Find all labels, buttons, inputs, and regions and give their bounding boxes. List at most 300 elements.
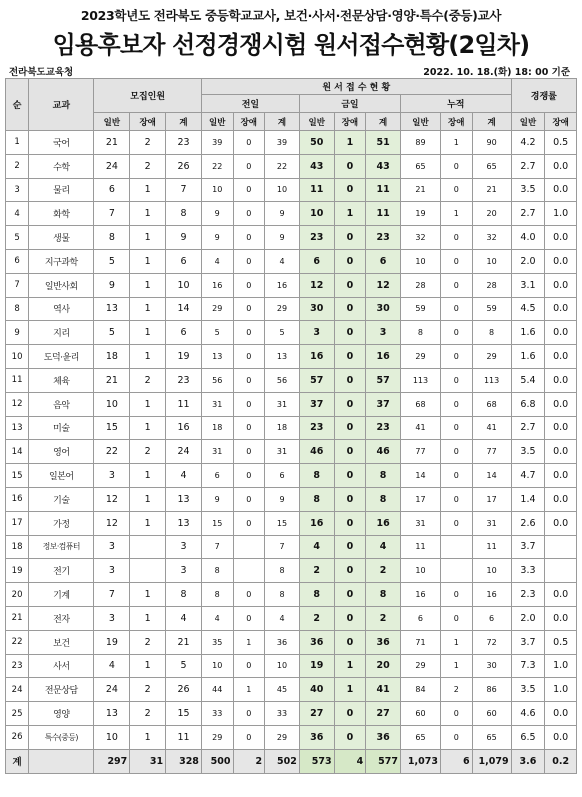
cell-c-dis: 0	[440, 178, 472, 202]
table-row	[6, 702, 577, 726]
cell-r-dis: 2	[130, 678, 166, 702]
cell-c-gen: 65	[400, 725, 440, 749]
cell-p-tot: 33	[265, 702, 300, 726]
subject-cell: 화학	[29, 202, 94, 226]
cell-c-gen: 19	[400, 202, 440, 226]
cell-p-dis: 0	[233, 725, 265, 749]
subject-cell: 기계	[29, 583, 94, 607]
cell-c-tot: 41	[472, 416, 511, 440]
cell-r-gen: 5	[94, 321, 130, 345]
table-row	[6, 725, 577, 749]
cell-c-gen: 77	[400, 440, 440, 464]
cell-p-dis: 0	[233, 273, 265, 297]
cell-c-gen: 32	[400, 226, 440, 250]
cell-p-gen: 4	[201, 249, 233, 273]
cell-p-dis: 0	[233, 178, 265, 202]
cell-r-tot: 11	[166, 725, 202, 749]
subheader-tot: 계	[265, 113, 300, 131]
cell-t-dis: 0	[334, 606, 366, 630]
cell-p-tot: 8	[265, 583, 300, 607]
row-number: 15	[6, 464, 29, 488]
cell-c-tot: 10	[472, 559, 511, 583]
cell-r-dis: 1	[130, 583, 166, 607]
cell-t-tot: 36	[366, 630, 401, 654]
cell-p-dis: 0	[233, 392, 265, 416]
cell-t-dis: 0	[334, 725, 366, 749]
cell-r-dis: 1	[130, 606, 166, 630]
cell-t-gen: 46	[299, 440, 334, 464]
cell-c-tot: 30	[472, 654, 511, 678]
total-row	[6, 749, 577, 773]
cell-ratio-gen: 2.3	[511, 583, 545, 607]
table-row	[6, 273, 577, 297]
cell-r-dis: 2	[130, 154, 166, 178]
row-number: 23	[6, 654, 29, 678]
cell-c-gen: 16	[400, 583, 440, 607]
cell-c-tot: 28	[472, 273, 511, 297]
cell-ratio-dis: 0.0	[545, 297, 577, 321]
cell-r-tot: 8	[166, 202, 202, 226]
cell-c-gen: 28	[400, 273, 440, 297]
cell-r-tot: 24	[166, 440, 202, 464]
total-t-gen: 573	[299, 749, 334, 773]
cell-c-tot: 14	[472, 464, 511, 488]
cell-ratio-gen: 3.1	[511, 273, 545, 297]
cell-t-tot: 2	[366, 606, 401, 630]
cell-t-gen: 8	[299, 487, 334, 511]
cell-p-gen: 29	[201, 297, 233, 321]
cell-r-gen: 21	[94, 368, 130, 392]
subheader-gen: 일반	[94, 113, 130, 131]
table-row	[6, 368, 577, 392]
cell-r-gen: 12	[94, 511, 130, 535]
cell-c-dis: 1	[440, 202, 472, 226]
cell-r-dis: 1	[130, 416, 166, 440]
row-number: 18	[6, 535, 29, 559]
cell-ratio-dis: 0.0	[545, 511, 577, 535]
cell-p-dis: 0	[233, 154, 265, 178]
total-p-gen: 500	[201, 749, 233, 773]
cell-p-tot: 6	[265, 464, 300, 488]
row-number: 12	[6, 392, 29, 416]
cell-ratio-dis: 0.0	[545, 368, 577, 392]
cell-r-tot: 4	[166, 606, 202, 630]
subject-cell: 전문상담	[29, 678, 94, 702]
cell-r-tot: 23	[166, 368, 202, 392]
cell-r-tot: 6	[166, 249, 202, 273]
cell-t-tot: 37	[366, 392, 401, 416]
cell-p-gen: 9	[201, 202, 233, 226]
cell-t-tot: 6	[366, 249, 401, 273]
cell-c-dis: 0	[440, 226, 472, 250]
total-c-dis: 6	[440, 749, 472, 773]
cell-c-gen: 41	[400, 416, 440, 440]
cell-ratio-gen: 3.7	[511, 630, 545, 654]
table-row	[6, 583, 577, 607]
cell-r-dis: 2	[130, 440, 166, 464]
cell-c-tot: 20	[472, 202, 511, 226]
cell-t-gen: 6	[299, 249, 334, 273]
cell-c-tot: 90	[472, 131, 511, 155]
cell-c-tot: 11	[472, 535, 511, 559]
row-number: 4	[6, 202, 29, 226]
cell-t-gen: 19	[299, 654, 334, 678]
cell-t-dis: 0	[334, 487, 366, 511]
cell-t-gen: 27	[299, 702, 334, 726]
row-number: 1	[6, 131, 29, 155]
cell-r-gen: 7	[94, 583, 130, 607]
cell-ratio-gen: 4.6	[511, 702, 545, 726]
cell-t-gen: 40	[299, 678, 334, 702]
subheader-dis: 장애	[545, 113, 577, 131]
row-number: 13	[6, 416, 29, 440]
cell-t-tot: 36	[366, 725, 401, 749]
cell-p-gen: 44	[201, 678, 233, 702]
cell-ratio-gen: 4.0	[511, 226, 545, 250]
total-label: 계	[6, 749, 29, 773]
cell-c-gen: 29	[400, 654, 440, 678]
cell-c-dis: 0	[440, 440, 472, 464]
cell-c-gen: 59	[400, 297, 440, 321]
cell-c-tot: 16	[472, 583, 511, 607]
cell-r-dis: 1	[130, 249, 166, 273]
cell-r-gen: 13	[94, 702, 130, 726]
cell-r-gen: 3	[94, 606, 130, 630]
cell-c-dis: 1	[440, 630, 472, 654]
cell-t-gen: 43	[299, 154, 334, 178]
cell-t-dis: 0	[334, 440, 366, 464]
table-row	[6, 345, 577, 369]
cell-p-gen: 15	[201, 511, 233, 535]
cell-c-tot: 17	[472, 487, 511, 511]
cell-p-dis: 0	[233, 321, 265, 345]
cell-r-tot: 6	[166, 321, 202, 345]
cell-c-dis: 0	[440, 583, 472, 607]
cell-ratio-gen: 3.7	[511, 535, 545, 559]
cell-c-tot: 113	[472, 368, 511, 392]
subject-cell: 정보·컴퓨터	[29, 535, 94, 559]
subheader-gen: 일반	[400, 113, 440, 131]
table-row	[6, 392, 577, 416]
subject-cell: 도덕·윤리	[29, 345, 94, 369]
cell-c-dis: 0	[440, 297, 472, 321]
cell-t-dis: 0	[334, 297, 366, 321]
cell-c-dis	[440, 559, 472, 583]
cell-ratio-dis: 0.0	[545, 154, 577, 178]
cell-t-gen: 57	[299, 368, 334, 392]
cell-c-tot: 10	[472, 249, 511, 273]
cell-t-dis: 0	[334, 511, 366, 535]
cell-t-gen: 2	[299, 559, 334, 583]
subheader-dis: 장애	[334, 113, 366, 131]
cell-p-dis: 0	[233, 368, 265, 392]
cell-p-dis: 1	[233, 678, 265, 702]
cell-t-dis: 0	[334, 249, 366, 273]
cell-t-gen: 23	[299, 226, 334, 250]
cell-t-dis: 0	[334, 464, 366, 488]
cell-p-dis	[233, 535, 265, 559]
cell-ratio-dis: 0.0	[545, 273, 577, 297]
cell-r-dis: 1	[130, 273, 166, 297]
cell-r-dis: 2	[130, 368, 166, 392]
cell-t-dis: 1	[334, 678, 366, 702]
cell-r-tot: 13	[166, 511, 202, 535]
table-row	[6, 321, 577, 345]
row-number: 22	[6, 630, 29, 654]
cell-t-dis: 0	[334, 535, 366, 559]
cell-c-gen: 68	[400, 392, 440, 416]
cell-c-gen: 6	[400, 606, 440, 630]
cell-r-dis: 1	[130, 202, 166, 226]
cell-r-gen: 7	[94, 202, 130, 226]
subheader-dis: 장애	[440, 113, 472, 131]
cell-r-tot: 21	[166, 630, 202, 654]
subject-cell: 물리	[29, 178, 94, 202]
cell-ratio-gen: 6.8	[511, 392, 545, 416]
cell-p-tot: 4	[265, 606, 300, 630]
cell-r-tot: 26	[166, 678, 202, 702]
cell-t-gen: 8	[299, 583, 334, 607]
cell-c-dis: 0	[440, 464, 472, 488]
row-number: 21	[6, 606, 29, 630]
cell-p-dis: 0	[233, 345, 265, 369]
cell-p-dis: 0	[233, 226, 265, 250]
cell-p-tot: 16	[265, 273, 300, 297]
cell-c-gen: 10	[400, 559, 440, 583]
cell-ratio-dis: 0.0	[545, 416, 577, 440]
subheader-tot: 계	[166, 113, 202, 131]
cell-p-gen: 31	[201, 392, 233, 416]
cell-t-gen: 16	[299, 511, 334, 535]
cell-r-gen: 21	[94, 131, 130, 155]
row-number: 20	[6, 583, 29, 607]
cell-ratio-dis: 1.0	[545, 678, 577, 702]
cell-c-dis: 0	[440, 154, 472, 178]
subject-cell: 특수(중등)	[29, 725, 94, 749]
cell-r-tot: 3	[166, 535, 202, 559]
cell-t-gen: 36	[299, 725, 334, 749]
cell-p-dis: 0	[233, 440, 265, 464]
row-number: 6	[6, 249, 29, 273]
cell-p-gen: 4	[201, 606, 233, 630]
cell-r-gen: 9	[94, 273, 130, 297]
cell-ratio-gen: 4.2	[511, 131, 545, 155]
cell-t-gen: 50	[299, 131, 334, 155]
cell-r-tot: 10	[166, 273, 202, 297]
cell-c-dis: 1	[440, 654, 472, 678]
total-ratio-dis: 0.2	[545, 749, 577, 773]
cell-r-gen: 10	[94, 392, 130, 416]
cell-t-tot: 2	[366, 559, 401, 583]
cell-t-dis: 0	[334, 583, 366, 607]
cell-ratio-gen: 6.5	[511, 725, 545, 749]
subject-cell: 수학	[29, 154, 94, 178]
cell-p-dis: 0	[233, 511, 265, 535]
cell-t-tot: 11	[366, 178, 401, 202]
cell-r-tot: 16	[166, 416, 202, 440]
total-p-tot: 502	[265, 749, 300, 773]
subject-cell: 전자	[29, 606, 94, 630]
cell-p-tot: 10	[265, 654, 300, 678]
row-number: 19	[6, 559, 29, 583]
cell-t-tot: 27	[366, 702, 401, 726]
cell-c-gen: 31	[400, 511, 440, 535]
cell-t-gen: 11	[299, 178, 334, 202]
cell-ratio-dis: 0.0	[545, 226, 577, 250]
cell-c-tot: 77	[472, 440, 511, 464]
total-p-dis: 2	[233, 749, 265, 773]
cell-r-tot: 4	[166, 464, 202, 488]
cell-p-gen: 10	[201, 654, 233, 678]
cell-t-tot: 3	[366, 321, 401, 345]
table-row	[6, 154, 577, 178]
cell-r-gen: 4	[94, 654, 130, 678]
subject-cell: 사서	[29, 654, 94, 678]
cell-p-gen: 33	[201, 702, 233, 726]
table-row	[6, 654, 577, 678]
cell-ratio-dis: 0.5	[545, 630, 577, 654]
subject-cell: 국어	[29, 131, 94, 155]
cell-c-tot: 65	[472, 725, 511, 749]
cell-r-dis: 1	[130, 297, 166, 321]
cell-r-dis: 1	[130, 464, 166, 488]
cell-p-dis: 0	[233, 583, 265, 607]
cell-c-tot: 86	[472, 678, 511, 702]
cell-r-dis: 1	[130, 725, 166, 749]
cell-r-gen: 3	[94, 559, 130, 583]
subheader-tot: 계	[472, 113, 511, 131]
cell-c-gen: 10	[400, 249, 440, 273]
cell-p-tot: 4	[265, 249, 300, 273]
table-row	[6, 178, 577, 202]
cell-c-gen: 84	[400, 678, 440, 702]
row-number: 8	[6, 297, 29, 321]
cell-p-dis: 0	[233, 654, 265, 678]
cell-r-gen: 24	[94, 678, 130, 702]
cell-ratio-gen: 1.6	[511, 345, 545, 369]
cell-ratio-gen: 3.3	[511, 559, 545, 583]
row-number: 17	[6, 511, 29, 535]
subject-cell: 가정	[29, 511, 94, 535]
cell-t-dis: 1	[334, 202, 366, 226]
cell-r-tot: 11	[166, 392, 202, 416]
row-number: 2	[6, 154, 29, 178]
row-number: 9	[6, 321, 29, 345]
cell-ratio-dis: 1.0	[545, 654, 577, 678]
cell-t-gen: 8	[299, 464, 334, 488]
cell-c-gen: 60	[400, 702, 440, 726]
subheader-gen: 일반	[201, 113, 233, 131]
cell-c-dis: 0	[440, 702, 472, 726]
row-number: 11	[6, 368, 29, 392]
cell-ratio-dis: 0.0	[545, 606, 577, 630]
cell-c-dis: 0	[440, 273, 472, 297]
cell-r-dis: 1	[130, 178, 166, 202]
total-ratio-gen: 3.6	[511, 749, 545, 773]
cell-p-tot: 36	[265, 630, 300, 654]
cell-t-tot: 30	[366, 297, 401, 321]
cell-c-dis	[440, 535, 472, 559]
subject-cell: 지구과학	[29, 249, 94, 273]
cell-r-dis: 1	[130, 345, 166, 369]
cell-ratio-gen: 4.7	[511, 464, 545, 488]
cell-ratio-dis: 0.0	[545, 464, 577, 488]
cell-t-tot: 8	[366, 464, 401, 488]
subheader-dis: 장애	[233, 113, 265, 131]
cell-c-tot: 29	[472, 345, 511, 369]
cell-p-gen: 35	[201, 630, 233, 654]
cell-p-dis: 0	[233, 249, 265, 273]
cell-r-dis	[130, 535, 166, 559]
header-no: 순	[6, 79, 29, 131]
cell-p-gen: 8	[201, 559, 233, 583]
cell-c-gen: 71	[400, 630, 440, 654]
cell-t-gen: 12	[299, 273, 334, 297]
cell-r-gen: 18	[94, 345, 130, 369]
table-row	[6, 131, 577, 155]
cell-t-gen: 10	[299, 202, 334, 226]
subheader-tot: 계	[366, 113, 401, 131]
cell-r-dis: 1	[130, 654, 166, 678]
table-row	[6, 678, 577, 702]
cell-c-gen: 29	[400, 345, 440, 369]
cell-p-tot: 18	[265, 416, 300, 440]
cell-p-gen: 29	[201, 725, 233, 749]
header-recruit: 모집인원	[94, 79, 201, 113]
header-subject: 교과	[29, 79, 94, 131]
cell-t-dis: 0	[334, 345, 366, 369]
cell-p-dis: 0	[233, 131, 265, 155]
row-number: 26	[6, 725, 29, 749]
cell-r-tot: 23	[166, 131, 202, 155]
application-status-table	[5, 78, 577, 774]
cell-t-tot: 4	[366, 535, 401, 559]
cell-ratio-dis: 0.5	[545, 131, 577, 155]
cell-r-dis: 1	[130, 392, 166, 416]
cell-t-tot: 51	[366, 131, 401, 155]
subject-cell: 일반사회	[29, 273, 94, 297]
cell-t-tot: 20	[366, 654, 401, 678]
cell-c-tot: 31	[472, 511, 511, 535]
cell-ratio-gen: 2.7	[511, 202, 545, 226]
cell-ratio-dis: 0.0	[545, 440, 577, 464]
cell-c-tot: 72	[472, 630, 511, 654]
subject-cell: 일본어	[29, 464, 94, 488]
cell-ratio-gen: 7.3	[511, 654, 545, 678]
cell-p-tot: 15	[265, 511, 300, 535]
page-title: 임용후보자 선정경쟁시험 원서접수현황(2일차)	[52, 31, 530, 59]
cell-ratio-dis: 0.0	[545, 487, 577, 511]
total-c-gen: 1,073	[400, 749, 440, 773]
cell-r-tot: 7	[166, 178, 202, 202]
cell-c-tot: 59	[472, 297, 511, 321]
cell-r-gen: 10	[94, 725, 130, 749]
cell-c-dis: 0	[440, 606, 472, 630]
report-date: 2022. 10. 18.(화) 18: 00 기준	[423, 67, 570, 78]
subject-cell: 기술	[29, 487, 94, 511]
subject-cell: 생물	[29, 226, 94, 250]
total-c-tot: 1,079	[472, 749, 511, 773]
cell-t-gen: 30	[299, 297, 334, 321]
cell-t-tot: 12	[366, 273, 401, 297]
cell-t-dis: 0	[334, 630, 366, 654]
cell-r-gen: 5	[94, 249, 130, 273]
cell-t-dis: 0	[334, 273, 366, 297]
cell-c-tot: 68	[472, 392, 511, 416]
table-row	[6, 416, 577, 440]
cell-t-tot: 46	[366, 440, 401, 464]
cell-p-dis: 0	[233, 464, 265, 488]
